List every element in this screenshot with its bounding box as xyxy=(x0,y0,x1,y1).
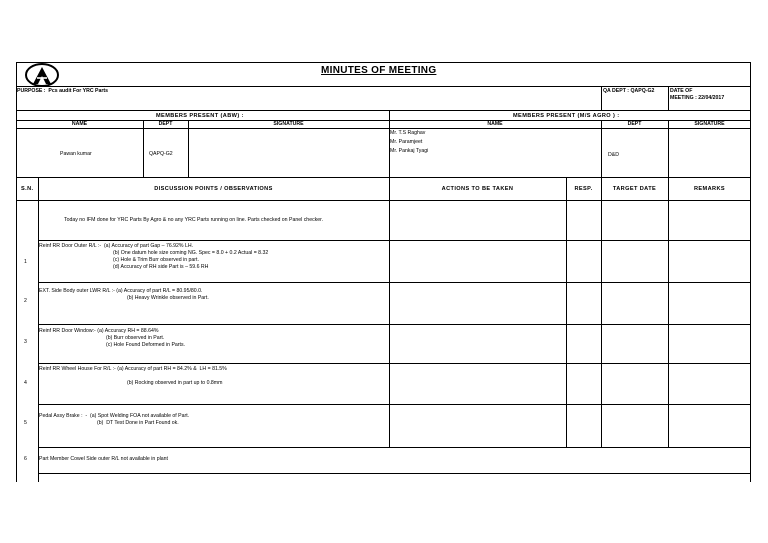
item-line: Reinf RR Wheel House For R/L :- (a) Accuracy of part RH = 84.2% & LH = 81.5% xyxy=(39,366,227,372)
item-line: (b) DT Test Done in Part Found ok. xyxy=(97,420,179,426)
agro-member-name: Mr. Pankaj Tyagi xyxy=(390,148,429,154)
rule-row1-bottom xyxy=(38,282,751,283)
item-line: Part Member Cowel Side outer R/L not available in plant xyxy=(39,456,168,462)
rule-purpose-top xyxy=(16,86,751,87)
abw-member-dept: QAPQ-G2 xyxy=(149,151,173,157)
intro-text: Today no IFM done for YRC Parts By Agro & no any YRC Parts running on line. Parts checked on Panel checker. xyxy=(64,217,324,223)
abw-col-name: NAME xyxy=(71,121,88,127)
rule-qa-left xyxy=(601,86,602,110)
item-sn: 3 xyxy=(24,339,27,345)
page-title: MINUTES OF MEETING xyxy=(321,65,437,76)
rule-date-left xyxy=(668,86,669,110)
rule-row5-bottom xyxy=(38,447,751,448)
rule-intro-bottom xyxy=(38,240,751,241)
item-sn: 4 xyxy=(24,380,27,386)
item-line: Pedal Assy Brake : - (a) Spot Welding FOA not available of Part. xyxy=(39,413,190,419)
rule-target xyxy=(601,177,602,448)
agro-member-name: Mr. T.S Raghav xyxy=(390,130,426,136)
item-line: (c) Hole & Trim Burr observed in part. xyxy=(113,257,199,263)
agro-col-dept: DEPT xyxy=(627,121,642,127)
rule-agro-dept xyxy=(601,120,602,177)
col-target-date: TARGET DATE xyxy=(612,186,657,192)
item-line: EXT. Side Body outer LWR R/L :- (a) Accuracy of part R/L = 80.95/80.0. xyxy=(39,288,203,294)
item-line: (b) One datum hole size coming NG. Spec = 8.0 + 0.2 Actual = 8.32 xyxy=(113,250,269,256)
members-abw-heading: MEMBERS PRESENT (ABW) : xyxy=(156,113,244,119)
rule-agro-sig xyxy=(668,120,669,177)
item-sn: 6 xyxy=(24,456,27,462)
col-remarks: REMARKS xyxy=(693,186,726,192)
rule-members-cols xyxy=(16,128,751,129)
item-line: (d) Accuracy of RH side Part is – 59.6 RH xyxy=(113,264,209,270)
col-actions: ACTIONS TO BE TAKEN xyxy=(441,186,514,192)
rule-abw-dept xyxy=(143,120,144,177)
rule-purpose-bottom xyxy=(16,110,751,111)
date-value: MEETING : 22/04/2017 xyxy=(670,95,725,101)
rule-row3-bottom xyxy=(38,363,751,364)
col-discussion: DISCUSSION POINTS / OBSERVATIONS xyxy=(154,186,273,192)
abw-member-name: Pawan kumar xyxy=(60,151,92,157)
agro-member-name: Mr. Paramjeet xyxy=(390,139,423,145)
item-line: (b) Heavy Wrinkle observed in Part. xyxy=(127,295,209,301)
company-logo-icon xyxy=(24,63,60,87)
rule-row2-bottom xyxy=(38,324,751,325)
rule-header-bottom xyxy=(16,200,751,201)
rule-top xyxy=(16,62,751,63)
item-line: (b) Burr observed in Part. xyxy=(106,335,165,341)
agro-member-dept: D&D xyxy=(608,152,619,158)
rule-row6-bottom xyxy=(38,473,751,474)
members-agro-heading: MEMBERS PRESENT (M/S AGRO ) : xyxy=(513,113,620,119)
qa-dept: QA DEPT : QAPQ-G2 xyxy=(603,88,655,94)
minutes-sheet xyxy=(16,62,751,482)
item-sn: 2 xyxy=(24,298,27,304)
item-sn: 5 xyxy=(24,420,27,426)
abw-col-dept: DEPT xyxy=(158,121,173,127)
rule-actions xyxy=(389,177,390,448)
agro-col-name: NAME xyxy=(487,121,503,127)
item-line: (b) Rocking observed in part up to 0.8mm xyxy=(127,380,223,386)
item-line: Reinf RR Door Outer R/L :- (a) Accuracy of part Gap – 76.92% LH. xyxy=(39,243,194,249)
item-sn: 1 xyxy=(24,259,27,265)
rule-resp xyxy=(566,177,567,448)
col-resp: RESP. xyxy=(574,186,593,192)
rule-members-bottom xyxy=(16,177,751,178)
rule-row4-bottom xyxy=(38,404,751,405)
agro-col-signature: SIGNATURE xyxy=(694,121,725,127)
rule-remarks xyxy=(668,177,669,448)
purpose-text: PURPOSE : Pcs audit For YRC Parts xyxy=(17,88,108,94)
rule-abw-sig xyxy=(188,120,189,177)
date-label: DATE OF xyxy=(670,88,693,94)
item-line: (c) Hole Found Deformed in Parts. xyxy=(106,342,185,348)
item-line: Reinf RR Door Window:- (a) Accuracy RH = 88.64% xyxy=(39,328,159,334)
col-sn: S.N. xyxy=(21,186,34,192)
abw-col-signature: SIGNATURE xyxy=(273,121,304,127)
